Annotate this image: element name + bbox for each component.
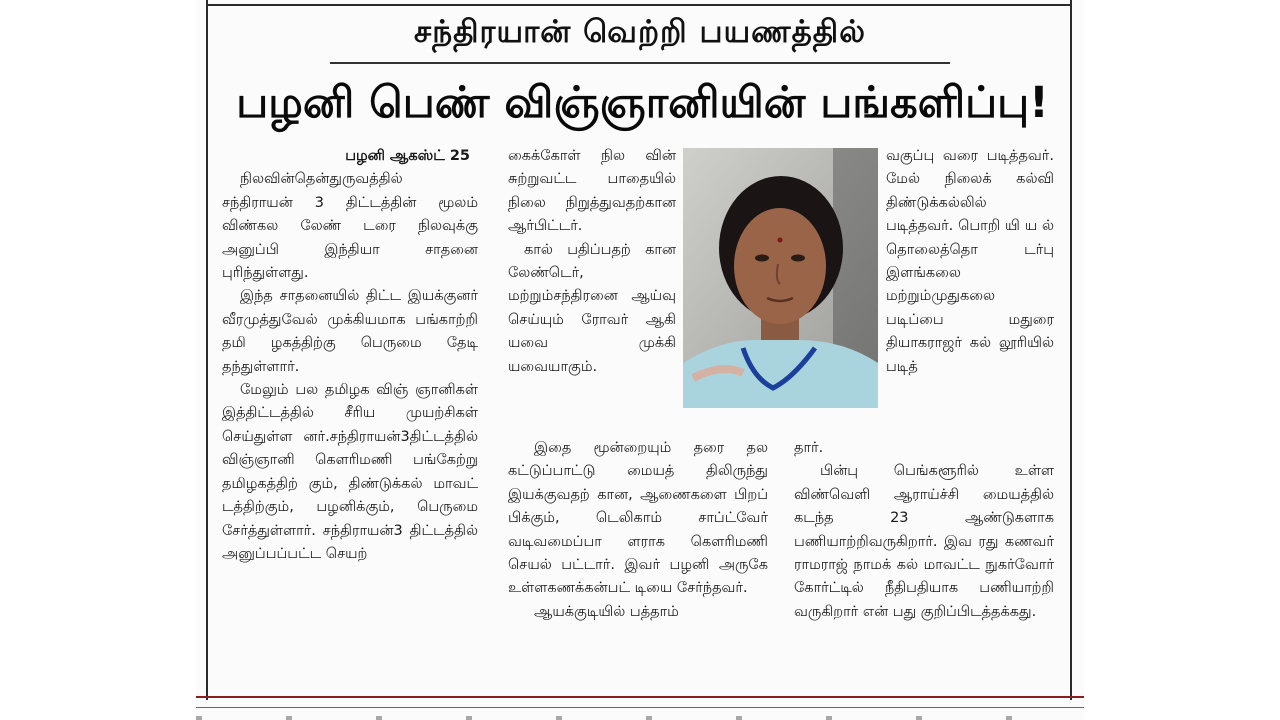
kicker-underline [330,62,950,64]
paragraph: நிலவின்தென்துருவத்தில் சந்திராயன் 3 திட்டத்தின் மூலம் விண்கல லேண் டரை நிலவுக்கு அனுப்பி இந்தியா சாதனை புரிந்துள்ளது. [222,171,478,282]
paragraph: கால் பதிப்பதற் கான லேண்டெர், மற்றும்சந்திரனை ஆய்வு செய்யும் ரோவர் ஆகி யவை முக்கி யவையாகும். [508,241,676,375]
paragraph: மேலும் பல தமிழக விஞ் ஞானிகள் இத்திட்டத்தில் சீரிய முயற்சிகள் செய்துள்ள னர்.சந்திராயன்3திட்டத்தில் விஞ்ஞானி கௌரிமணி பங்கேற்று தமிழகத்திற் கும், திண்டுக்கல் மாவட் டத்திற்கும், பழனிக்கும், பெருமை சேர்த்துள்ளார். சந்திராயன்3 திட்டத்தில் அனுப்பப்பட்ட செயற் [222,382,478,562]
column-2-bottom [508,437,768,624]
bottom-rule [196,696,1084,698]
paragraph: கைக்கோள் நில வின் சுற்றுவட்ட பாதையில் நிலை நிறுத்துவதற்கான ஆர்பிட்டர். [508,148,676,235]
paragraph: தார். [794,440,824,456]
column-3-bottom [794,437,1054,624]
bottom-rule-thin [196,707,1084,708]
dateline: பழனி ஆகஸ்ட் 25 [345,148,470,164]
next-article-edge [196,716,1084,720]
article-headline: பழனி பெண் விஞ்ஞானியின் பங்களிப்பு! [236,78,1049,128]
scientist-photo [683,148,878,408]
portrait-illustration [683,148,878,408]
right-border-rule [1070,0,1072,700]
top-border-rule [206,4,1072,6]
left-border-rule [206,0,208,700]
paragraph: பின்பு பெங்களூரில் உள்ள விண்வெளி ஆராய்ச்சி மையத்தில் கடந்த 23 ஆண்டுகளாக பணியாற்றிவருகிறார். இவ ரது கணவர் ராமராஜ் நாமக் கல் மாவட்ட நுகர்வோர் கோர்ட்டில் நீதிபதியாக பணியாற்றி வருகிறார் என் பது குறிப்பிடத்தக்கது. [794,463,1054,620]
column-2-top [508,145,676,379]
paragraph: இந்த சாதனையில் திட்ட இயக்குனர் வீரமுத்துவேல் முக்கியமாக பங்காற்றி தமி ழகத்திற்கு பெருமை தேடி தந்துள்ளார். [222,288,478,375]
column-3-top [886,145,1054,379]
paragraph: ஆயக்குடியில் பத்தாம் [534,603,679,620]
article-kicker: சந்திரயான் வெற்றி பயணத்தில் [414,14,866,50]
paragraph: இதை மூன்றையும் தரை தல கட்டுப்பாட்டு மையத் திலிருந்து இயக்குவதற் கான, ஆணைகளை பிறப் பிக்கும், டெலிகாம் சாப்ட்வேர் வடிவமைப்பா ளராக கௌரிமணி செயல் பட்டார். இவர் பழனி அருகே உள்ளகணக்கன்பட் டியை சேர்ந்தவர். [508,440,768,597]
column-1 [222,145,478,566]
paragraph: வகுப்பு வரை படித்தவர். மேல் நிலைக் கல்வி திண்டுக்கல்லில் படித்தவர். பொறி யி ய ல் தொலைத்தொ டர்பு இளங்கலை மற்றும்முதுகலை படிப்பை மதுரை தியாகராஜர் கல் லூரியில் படித் [886,148,1054,375]
